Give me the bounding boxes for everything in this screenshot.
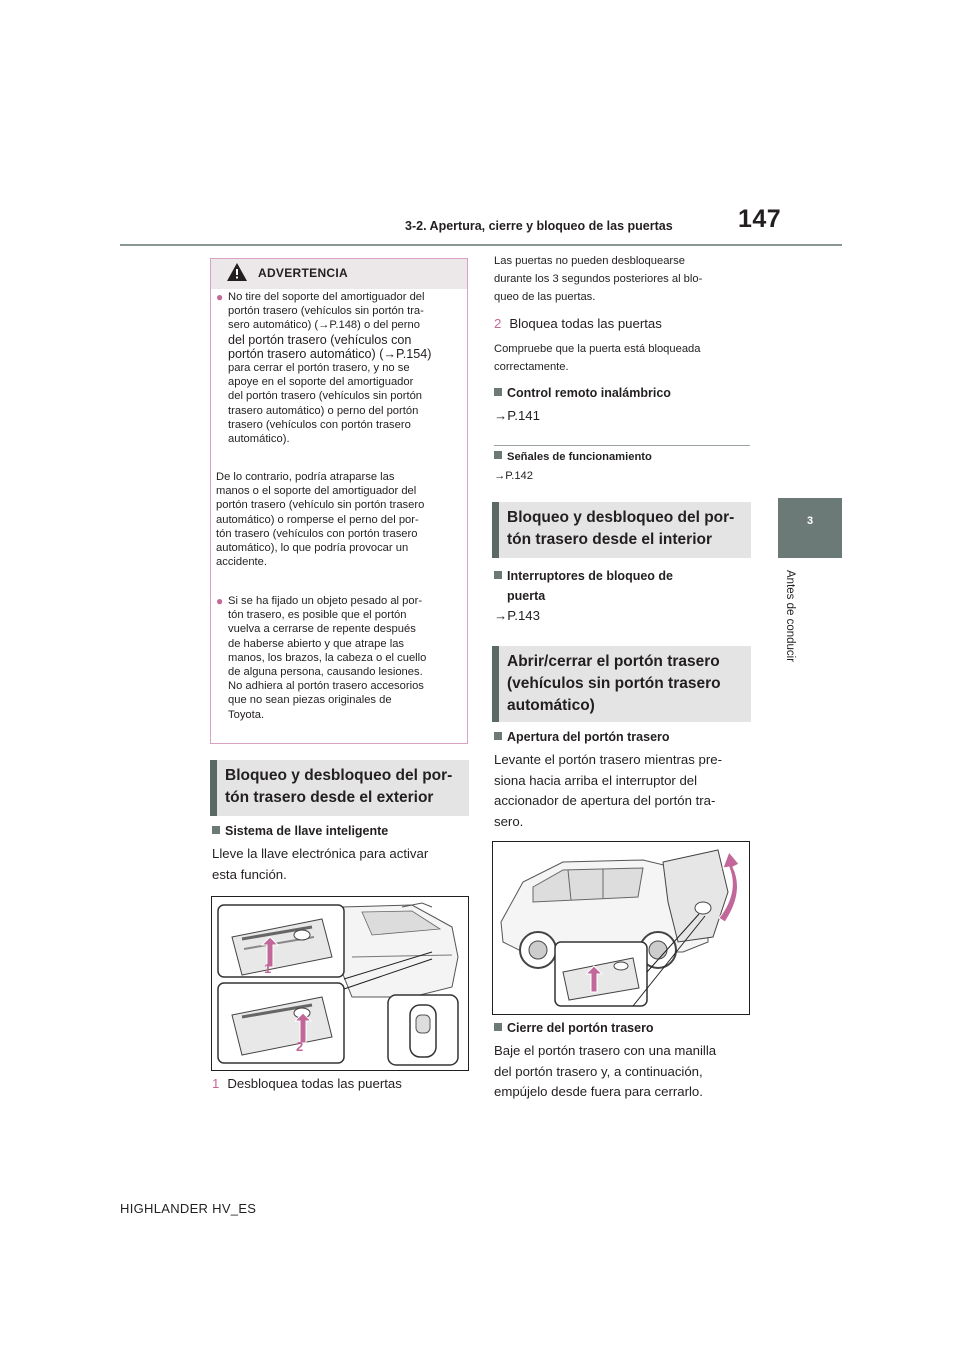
smart-key-heading: Sistema de llave inteligente [212, 824, 388, 838]
step-number: 2 [494, 316, 502, 331]
body-line: correctamente. [494, 361, 569, 373]
smart-key-text [212, 844, 472, 885]
step-2 [494, 314, 662, 335]
tailgate-illustration [212, 897, 468, 1070]
warning-line: de alguna persona, causando lesiones. [228, 666, 423, 679]
warning-line: manos o el soporte del amortiguador del [216, 485, 417, 498]
opening-text [494, 750, 756, 832]
warning-line: tón trasero (vehículos con portón trasero [216, 527, 418, 540]
warning-line: que no sean piezas originales de [228, 694, 392, 707]
step-text: Bloquea todas las puertas [509, 316, 662, 331]
warning-line: automático), lo que podría provocar un [216, 542, 409, 555]
section-heading-line: Abrir/cerrar el portón trasero [507, 653, 720, 670]
model-footer: HIGHLANDER HV_ES [120, 1201, 257, 1216]
warning-line: portón trasero automático) (→P.154) [228, 346, 432, 361]
warning-line: No adhiera al portón trasero accesorios [228, 680, 424, 693]
warning-title: ADVERTENCIA [258, 266, 348, 280]
section-heading-interior [492, 502, 751, 558]
warning-triangle-icon [226, 262, 248, 282]
warning-line: de haberse abierto y que atrape las [228, 637, 405, 650]
step-number: 1 [212, 1076, 220, 1091]
warning-line: tón trasero, es posible que el portón [228, 609, 407, 622]
opening-heading: Apertura del portón trasero [494, 730, 670, 744]
closing-text [494, 1041, 756, 1103]
step-text: Desbloquea todas las puertas [227, 1076, 402, 1091]
warning-paragraph [216, 470, 464, 569]
warning-line: automático) o romperse el perno del por- [216, 513, 419, 526]
square-bullet-icon [494, 732, 502, 740]
warning-line: vuelva a cerrarse de repente después [228, 623, 416, 636]
suv-rear-illustration [493, 842, 749, 1014]
chapter-tab-label: Antes de conducir [784, 570, 796, 663]
section-heading-line: Bloqueo y desbloqueo del por- [225, 767, 453, 784]
body-line: sero. [494, 813, 524, 829]
body-line: siona hacia arriba el interruptor del [494, 772, 698, 788]
warning-line: del portón trasero (vehículos sin portón [228, 390, 423, 403]
section-heading-line: tón trasero desde el exterior [225, 789, 434, 806]
warning-line: trasero (vehículos con portón trasero [228, 418, 411, 431]
intro-text [494, 252, 756, 306]
warning-item-1 [216, 290, 464, 446]
square-bullet-icon [494, 1023, 502, 1031]
lock-switch-page-link[interactable]: →P.143 [494, 608, 540, 623]
warning-line: portón trasero (vehículo sin portón trasero [216, 499, 425, 512]
exterior-switch-figure [211, 896, 469, 1071]
section-heading-line: Bloqueo y desbloqueo del por- [507, 509, 735, 526]
tailgate-opening-figure [492, 841, 750, 1015]
callout-1: 1 [264, 961, 272, 976]
section-heading-line: tón trasero desde el interior [507, 531, 712, 548]
step-1 [212, 1074, 402, 1095]
warning-line: automático). [228, 433, 290, 446]
body-line: queo de las puertas. [494, 291, 596, 303]
warning-line: manos, los brazos, la cabeza o el cuello [228, 651, 427, 664]
check-text [494, 340, 756, 376]
warning-line: del portón trasero (vehículos con [228, 332, 412, 347]
warning-line: De lo contrario, podría atraparse las [216, 471, 395, 483]
body-line: esta función. [212, 866, 287, 882]
warning-line: trasero automático) o perno del portón [228, 404, 419, 417]
remote-heading: Control remoto inalámbrico [494, 386, 671, 400]
square-bullet-icon [212, 826, 220, 834]
body-line: Las puertas no pueden desbloquearse [494, 255, 685, 267]
section-heading-line: automático) [507, 697, 595, 714]
warning-line: portón trasero (vehículos sin portón tra- [228, 305, 424, 318]
warning-line: Si se ha fijado un objeto pesado al por- [228, 595, 423, 607]
warning-line: Toyota. [228, 708, 265, 721]
callout-2: 2 [296, 1039, 304, 1054]
bullet-icon: ● [216, 594, 224, 608]
square-bullet-icon [494, 388, 502, 396]
body-line: Lleve la llave electrónica para activar [212, 846, 429, 861]
body-line: del portón trasero y, a continuación, [494, 1063, 703, 1079]
warning-line: No tire del soporte del amortiguador del [228, 291, 425, 303]
body-line: durante los 3 segundos posteriores al blo- [494, 273, 703, 285]
page-number: 147 [738, 205, 782, 233]
body-line: accionador de apertura del portón tra- [494, 793, 716, 808]
warning-item-2 [216, 594, 464, 722]
remote-page-link[interactable]: →P.141 [494, 408, 540, 423]
bullet-icon: ● [216, 290, 224, 304]
warning-line: apoye en el soporte del amortiguador [228, 376, 414, 389]
signals-heading: Señales de funcionamiento [494, 451, 652, 463]
section-heading-exterior [210, 760, 469, 816]
body-line: empújelo desde fuera para cerrarlo. [494, 1084, 703, 1099]
body-line: Compruebe que la puerta está bloqueada [494, 343, 701, 355]
section-heading-line: (vehículos sin portón trasero [507, 675, 721, 692]
body-line: Baje el portón trasero con una manilla [494, 1043, 717, 1058]
body-line: Levante el portón trasero mientras pre- [494, 752, 722, 767]
closing-heading: Cierre del portón trasero [494, 1021, 654, 1035]
signals-page-link[interactable]: →P.142 [494, 470, 533, 482]
section-heading-open-close [492, 646, 751, 722]
chapter-tab-number: 3 [806, 515, 814, 527]
lock-switch-heading: Interruptores de bloqueo de puerta [494, 566, 673, 606]
chapter-tab[interactable] [778, 498, 842, 558]
square-bullet-icon [494, 571, 502, 579]
warning-line: sero automático) (→P.148) o del perno [228, 319, 420, 332]
divider [494, 445, 750, 446]
chapter-title: 3-2. Apertura, cierre y bloqueo de las puertas [405, 219, 673, 233]
warning-line: accidente. [216, 556, 267, 569]
header-divider [120, 244, 842, 246]
square-bullet-icon [494, 451, 502, 459]
warning-line: para cerrar el portón trasero, y no se [228, 362, 410, 375]
